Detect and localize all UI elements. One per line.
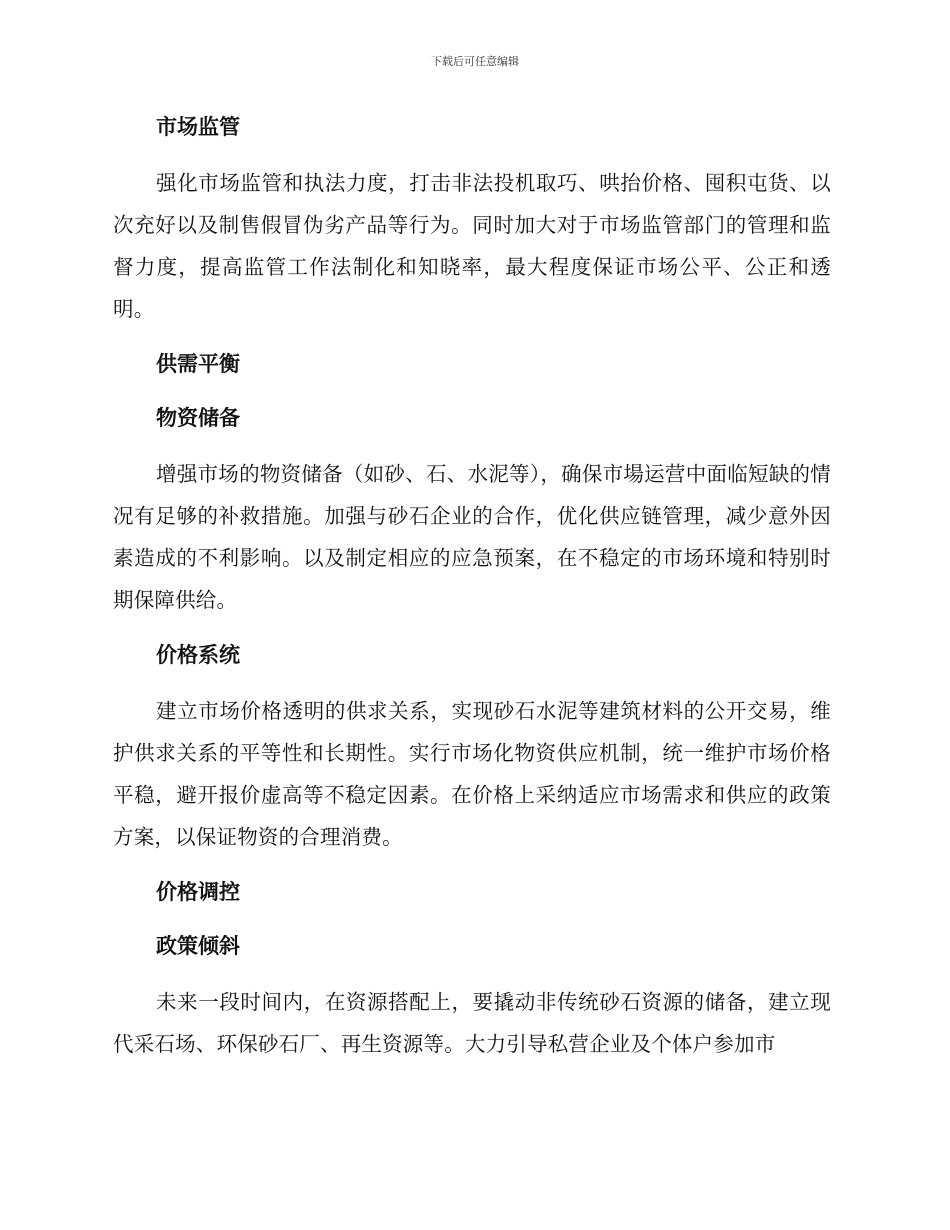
section-heading-material-reserve: 物资储备 [156, 406, 240, 430]
page-header: 下载后可任意编辑 [431, 55, 519, 68]
section-heading-price-system: 价格系统 [156, 643, 240, 667]
paragraph-material-reserve: 增强市场的物资储备（如砂、石、水泥等），确保市場运营中面临短缺的情况有足够的补救措施。加强与砂石企业的合作，优化供应链管理，减少意外因素造成的不利影响。以及制定相应的应急预案，在不稳定的市场环境和特别时期保障供给。 [113, 462, 831, 612]
paragraph-market-supervision: 强化市场监管和执法力度，打击非法投机取巧、哄抬价格、囤积屯货、以次充好以及制售假冒伪劣产品等行为。同时加大对于市场监管部门的管理和监督力度，提高监管工作法制化和知晓率，最大程度保证市场公平、公正和透明。 [113, 171, 831, 321]
section-heading-policy-tilt: 政策倾斜 [156, 934, 240, 958]
section-heading-market-supervision: 市场监管 [156, 115, 240, 139]
section-heading-supply-demand-balance: 供需平衡 [156, 352, 240, 376]
paragraph-policy-tilt: 未来一段时间内，在资源搭配上，要撬动非传统砂石资源的储备，建立现代采石场、环保砂石厂、再生资源等。大力引导私营企业及个体户参加市 [113, 990, 831, 1056]
section-heading-price-regulation: 价格调控 [156, 880, 240, 904]
paragraph-price-system: 建立市场价格透明的供求关系，实现砂石水泥等建筑材料的公开交易，维护供求关系的平等性和长期性。实行市场化物资供应机制，统一维护市场价格平稳，避开报价虚高等不稳定因素。在价格上采纳适应市场需求和供应的政策方案，以保证物资的合理消费。 [113, 699, 831, 849]
document-body [113, 112, 831, 1065]
